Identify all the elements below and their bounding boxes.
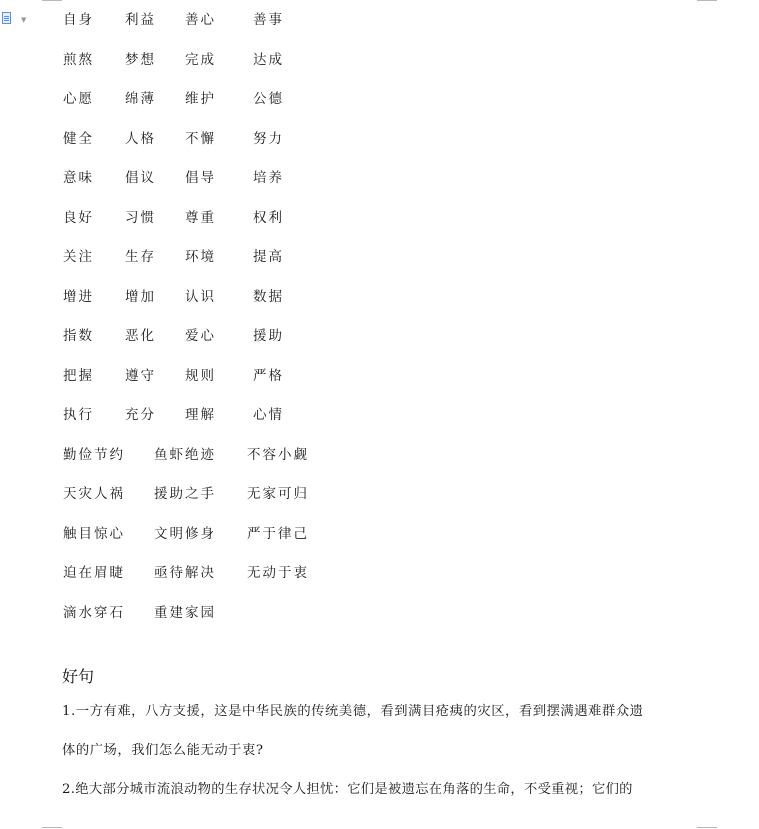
vocabulary-word: 人格	[125, 130, 156, 147]
vocabulary-word: 心情	[253, 407, 284, 423]
vocabulary-word: 健全	[63, 130, 94, 147]
vocabulary-word: 习惯	[125, 209, 156, 226]
idiom-word: 重建家园	[154, 604, 216, 621]
idiom-word: 天灾人祸	[63, 486, 125, 502]
idiom-word: 滴水穿石	[63, 604, 125, 621]
vocabulary-word: 生存	[125, 249, 156, 265]
vocabulary-word: 梦想	[125, 51, 156, 68]
idiom-word: 迫在眉睫	[63, 565, 125, 581]
vocabulary-word: 利益	[125, 12, 156, 28]
vocabulary-word: 达成	[253, 51, 284, 68]
vocabulary-word: 提高	[253, 249, 284, 265]
vocabulary-word: 维护	[185, 91, 216, 107]
vocabulary-word: 关注	[63, 249, 94, 265]
vocabulary-word: 良好	[63, 209, 94, 226]
vocabulary-word: 意味	[63, 170, 94, 186]
idiom-word: 不容小觑	[247, 446, 309, 463]
idiom-word: 亟待解决	[154, 565, 216, 581]
idiom-word: 勤俭节约	[63, 446, 125, 463]
vocabulary-word: 爱心	[185, 328, 216, 344]
page-corner-mark-top-left	[42, 0, 62, 1]
vocabulary-word: 认识	[185, 288, 216, 305]
vocabulary-word: 指数	[63, 328, 94, 344]
vocabulary-word: 努力	[253, 130, 284, 147]
vocabulary-word: 数据	[253, 288, 284, 305]
vocabulary-word: 权利	[253, 209, 284, 226]
idiom-word: 无动于衷	[247, 565, 309, 581]
idiom-word: 触目惊心	[63, 525, 125, 542]
vocabulary-word: 遵守	[125, 367, 156, 384]
vocabulary-word: 援助	[253, 328, 284, 344]
section-title-good-sentences: 好句	[62, 667, 95, 686]
vocabulary-word: 完成	[185, 51, 216, 68]
vocabulary-word: 规则	[185, 367, 216, 384]
vocabulary-word: 把握	[63, 367, 94, 384]
page-corner-mark-bottom-left	[42, 827, 62, 828]
vocabulary-word: 倡议	[125, 170, 156, 186]
vocabulary-word: 充分	[125, 407, 156, 423]
vocabulary-word: 自身	[63, 12, 94, 28]
vocabulary-word: 不懈	[185, 130, 216, 147]
document-icon[interactable]	[2, 12, 11, 24]
vocabulary-word: 绵薄	[125, 91, 156, 107]
vocabulary-word: 善心	[185, 12, 216, 28]
vocabulary-word: 严格	[253, 367, 284, 384]
vocabulary-word: 理解	[185, 407, 216, 423]
idiom-word: 鱼虾绝迹	[154, 446, 216, 463]
vocabulary-word: 增加	[125, 288, 156, 305]
vocabulary-word: 培养	[253, 170, 284, 186]
caret-down-icon[interactable]: ▼	[21, 16, 27, 24]
vocabulary-word: 倡导	[185, 170, 216, 186]
sentence-line: 2.绝大部分城市流浪动物的生存状况令人担忧：它们是被遗忘在角落的生命，不受重视；它们的	[62, 782, 633, 797]
vocabulary-word: 煎熬	[63, 51, 94, 68]
vocabulary-word: 公德	[253, 91, 284, 107]
idiom-word: 无家可归	[247, 486, 309, 502]
page-corner-mark-bottom-right	[697, 827, 717, 828]
vocabulary-word: 增进	[63, 288, 94, 305]
vocabulary-word: 环境	[185, 249, 216, 265]
sentence-line: 体的广场，我们怎么能无动于衷?	[62, 743, 264, 758]
vocabulary-word: 尊重	[185, 209, 216, 226]
vocabulary-word: 心愿	[63, 91, 94, 107]
page-corner-mark-top-right	[697, 0, 717, 1]
idiom-word: 文明修身	[154, 525, 216, 542]
sentence-line: 1.一方有难，八方支援，这是中华民族的传统美德，看到满目疮痍的灾区，看到摆满遇难群众遗	[62, 704, 644, 719]
vocabulary-word: 善事	[253, 12, 284, 28]
idiom-word: 严于律己	[247, 525, 309, 542]
vocabulary-word: 执行	[63, 407, 94, 423]
idiom-word: 援助之手	[154, 486, 216, 502]
vocabulary-word: 恶化	[125, 328, 156, 344]
